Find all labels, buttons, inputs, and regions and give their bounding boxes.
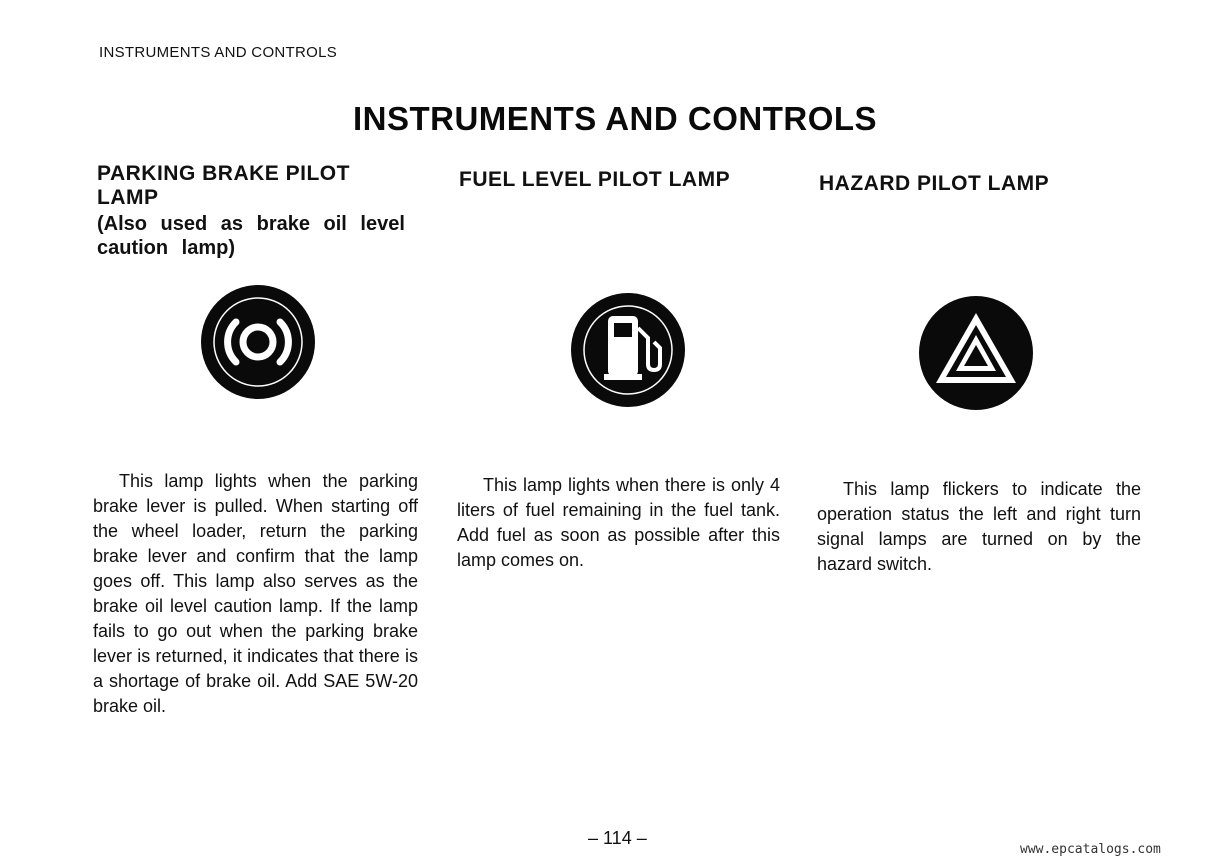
body-paragraph: This lamp flickers to indicate the operation status the left and right turn signal lamps are turned on by the hazard switch. bbox=[817, 479, 1141, 574]
body-paragraph: This lamp lights when there is only 4 liters of fuel remaining in the fuel tank. Add fuel as soon as possible after this lamp comes on. bbox=[457, 475, 780, 570]
watermark: www.epcatalogs.com bbox=[1020, 842, 1161, 857]
section-body-text bbox=[457, 473, 780, 573]
parking-brake-icon bbox=[200, 284, 316, 400]
section-heading bbox=[97, 162, 423, 210]
page-number: – 114 – bbox=[588, 828, 647, 848]
section-heading: HAZARD PILOT LAMP bbox=[819, 172, 1050, 195]
section-parking-brake bbox=[93, 162, 423, 260]
section-body-text bbox=[93, 469, 418, 719]
section-subheading bbox=[97, 212, 423, 260]
section-fuel-level bbox=[455, 168, 785, 192]
section-body-text bbox=[817, 477, 1141, 577]
running-head: INSTRUMENTS AND CONTROLS bbox=[99, 44, 338, 61]
fuel-pump-icon bbox=[570, 292, 686, 408]
heading-line: LAMP bbox=[97, 186, 159, 209]
section-hazard bbox=[815, 172, 1145, 196]
subheading-line: (Also used as brake oil level bbox=[97, 213, 405, 235]
page-title: INSTRUMENTS AND CONTROLS bbox=[352, 100, 878, 137]
hazard-triangle-icon bbox=[918, 295, 1034, 411]
subheading-line: caution lamp) bbox=[97, 237, 236, 259]
section-heading: FUEL LEVEL PILOT LAMP bbox=[459, 168, 731, 191]
heading-line: PARKING BRAKE PILOT bbox=[97, 162, 350, 185]
body-paragraph: This lamp lights when the parking brake lever is pulled. When starting off the wheel loader, return the parking brake lever and confirm that the lamp goes off. This lamp also serves as the brake oil level caution lamp. If the lamp fails to go out when the parking brake lever is returned, it indicates that there is a shortage of brake oil. Add SAE 5W-20 brake oil. bbox=[93, 471, 418, 716]
